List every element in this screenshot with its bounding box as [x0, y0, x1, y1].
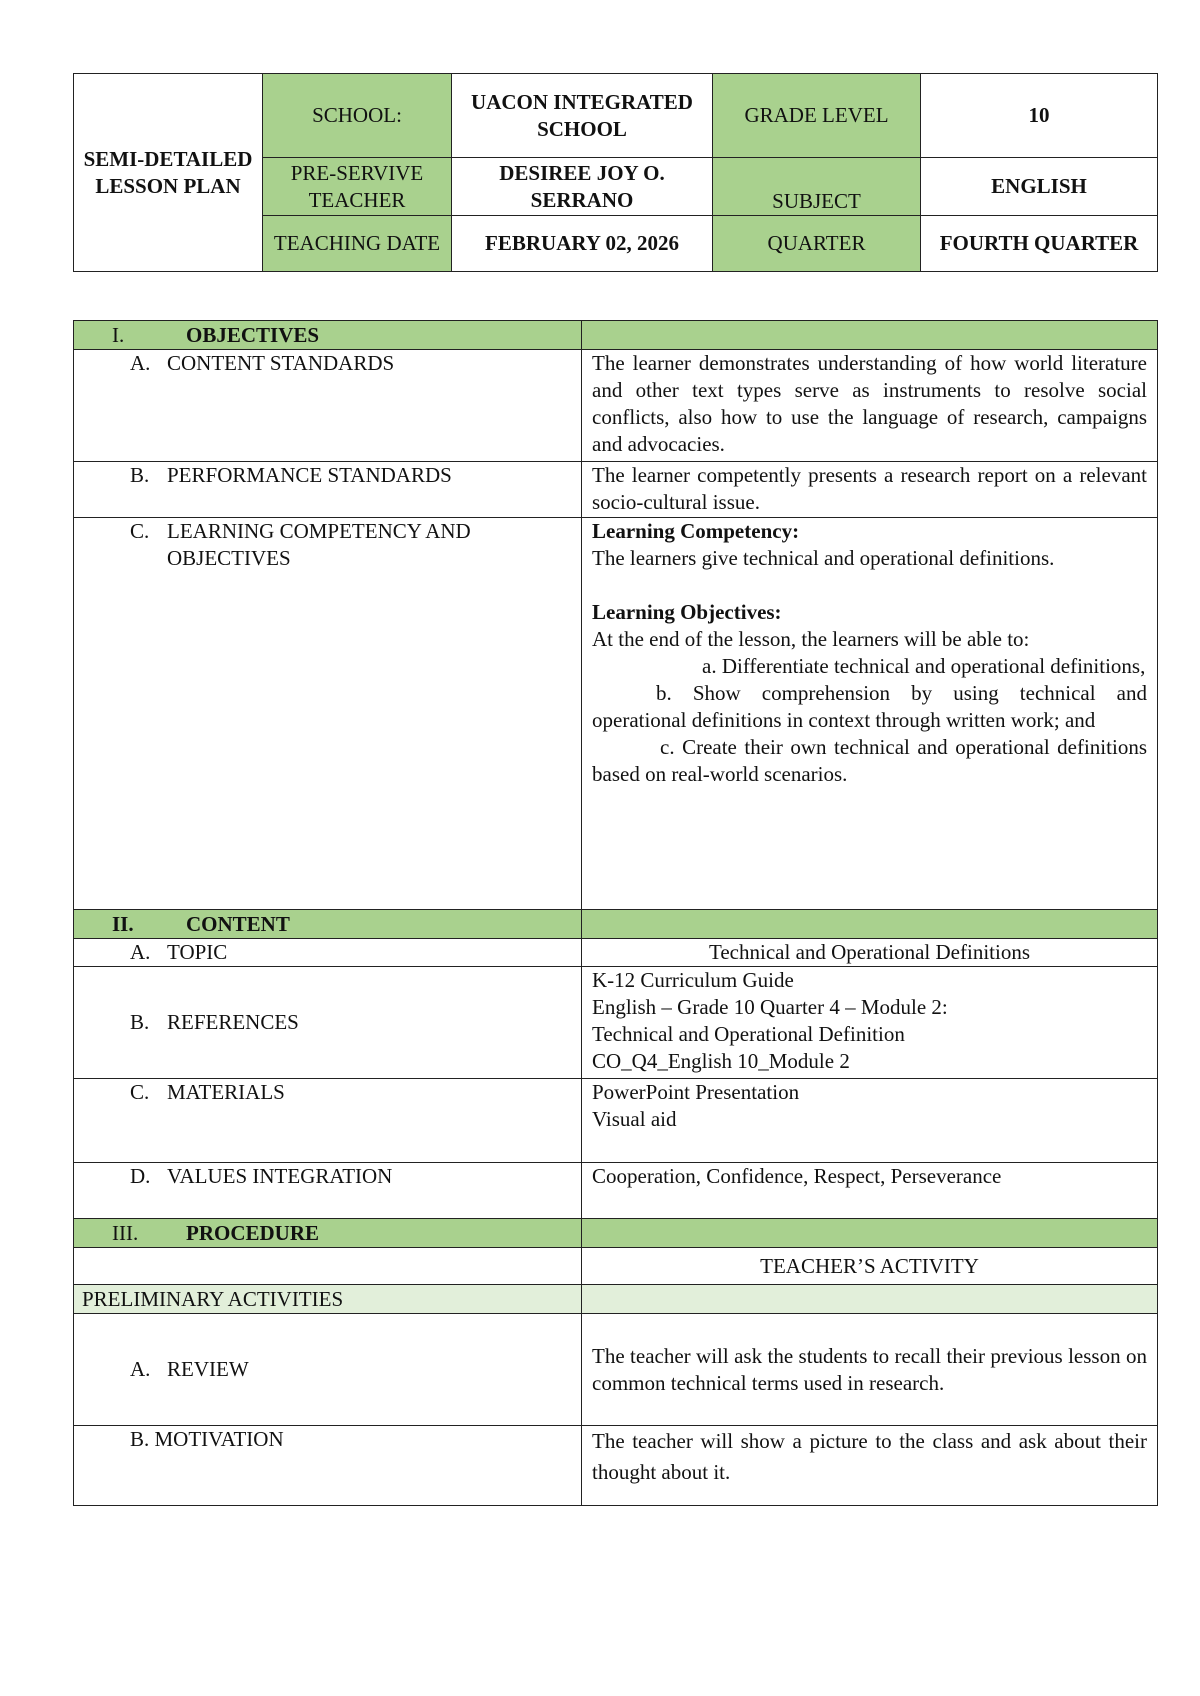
- teacher-activity-heading: TEACHER’S ACTIVITY: [582, 1248, 1158, 1285]
- item-label: CONTENT STANDARDS: [167, 351, 395, 375]
- quarter-value: FOURTH QUARTER: [921, 215, 1158, 271]
- competency-heading: Learning Competency:: [592, 519, 800, 543]
- row-preliminary-activities: [74, 1285, 1158, 1314]
- reference-line: CO_Q4_English 10_Module 2: [592, 1049, 850, 1073]
- date-label: TEACHING DATE: [263, 215, 452, 271]
- item-label: B. MOTIVATION: [130, 1427, 284, 1451]
- row-content-standards: [74, 350, 1158, 462]
- item-letter: B.: [130, 1010, 150, 1034]
- grade-value: 10: [921, 74, 1158, 158]
- reference-line: Technical and Operational Definition: [592, 1022, 905, 1046]
- item-letter: C.: [130, 519, 150, 543]
- objective-b: b. Show comprehension by using technical and operational definitions in context through written work; and: [592, 681, 1147, 732]
- item-label: REFERENCES: [167, 1010, 299, 1034]
- row-teacher-activity-header: [74, 1248, 1158, 1285]
- lesson-plan-title: SEMI-DETAILED LESSON PLAN: [74, 74, 263, 272]
- date-value: FEBRUARY 02, 2026: [452, 215, 713, 271]
- reference-line: K-12 Curriculum Guide: [592, 968, 794, 992]
- item-letter: A.: [130, 351, 151, 375]
- row-topic: [74, 939, 1158, 967]
- row-learning-competency: [74, 518, 1158, 910]
- material-line: PowerPoint Presentation: [592, 1080, 800, 1104]
- row-review: [74, 1314, 1158, 1426]
- item-label: LEARNING COMPETENCY AND OBJECTIVES: [167, 519, 471, 570]
- row-motivation: [74, 1426, 1158, 1506]
- item-label: MATERIALS: [167, 1080, 285, 1104]
- teacher-value: DESIREE JOY O. SERRANO: [452, 158, 713, 215]
- content-standards-text: The learner demonstrates understanding of how world literature and other text types serve as instruments to resolve social conflicts, also how to use the language of research, campaigns and advocacies.: [582, 350, 1158, 462]
- row-performance-standards: [74, 462, 1158, 518]
- subject-value: ENGLISH: [921, 158, 1158, 215]
- topic-text: Technical and Operational Definitions: [582, 939, 1158, 967]
- preliminary-activities-label: PRELIMINARY ACTIVITIES: [74, 1285, 582, 1314]
- row-values-integration: [74, 1163, 1158, 1219]
- teacher-label: PRE-SERVIVE TEACHER: [263, 158, 452, 215]
- item-letter: B.: [130, 463, 150, 487]
- item-label: VALUES INTEGRATION: [167, 1164, 393, 1188]
- material-line: Visual aid: [592, 1107, 677, 1131]
- grade-label: GRADE LEVEL: [713, 74, 921, 158]
- objectives-intro: At the end of the lesson, the learners will be able to:: [592, 627, 1030, 651]
- item-label: PERFORMANCE STANDARDS: [167, 463, 452, 487]
- section-title: OBJECTIVES: [186, 322, 320, 347]
- review-text: The teacher will ask the students to recall their previous lesson on common technical terms used in research.: [582, 1314, 1158, 1426]
- objectives-heading: Learning Objectives:: [592, 600, 782, 624]
- section-number: III.: [112, 1220, 139, 1245]
- school-label: SCHOOL:: [263, 74, 452, 158]
- section-title: PROCEDURE: [186, 1220, 320, 1245]
- item-letter: D.: [130, 1164, 151, 1188]
- school-value: UACON INTEGRATED SCHOOL: [452, 74, 713, 158]
- section-objectives: [74, 321, 1158, 350]
- row-materials: [74, 1079, 1158, 1163]
- header-table: [73, 73, 1158, 272]
- performance-standards-text: The learner competently presents a research report on a relevant socio-cultural issue.: [582, 462, 1158, 518]
- competency-text: The learners give technical and operational definitions.: [592, 546, 1055, 570]
- quarter-label: QUARTER: [713, 215, 921, 271]
- section-content: [74, 910, 1158, 939]
- item-label: REVIEW: [167, 1357, 249, 1381]
- objective-a: a. Differentiate technical and operational definitions,: [702, 654, 1146, 678]
- section-number: II.: [112, 911, 134, 936]
- values-text: Cooperation, Confidence, Respect, Perseverance: [582, 1163, 1158, 1219]
- subject-label: SUBJECT: [713, 158, 921, 215]
- section-title: CONTENT: [186, 911, 290, 936]
- item-letter: A.: [130, 940, 151, 964]
- item-letter: A.: [130, 1357, 151, 1381]
- lesson-plan-table: [73, 320, 1158, 1506]
- objective-c: c. Create their own technical and operational definitions based on real-world scenarios.: [592, 735, 1147, 786]
- section-number: I.: [112, 322, 125, 347]
- motivation-text: The teacher will show a picture to the class and ask about their thought about it.: [582, 1426, 1158, 1506]
- row-references: [74, 967, 1158, 1079]
- item-letter: C.: [130, 1080, 150, 1104]
- item-label: TOPIC: [167, 940, 228, 964]
- reference-line: English – Grade 10 Quarter 4 – Module 2:: [592, 995, 948, 1019]
- section-procedure: [74, 1219, 1158, 1248]
